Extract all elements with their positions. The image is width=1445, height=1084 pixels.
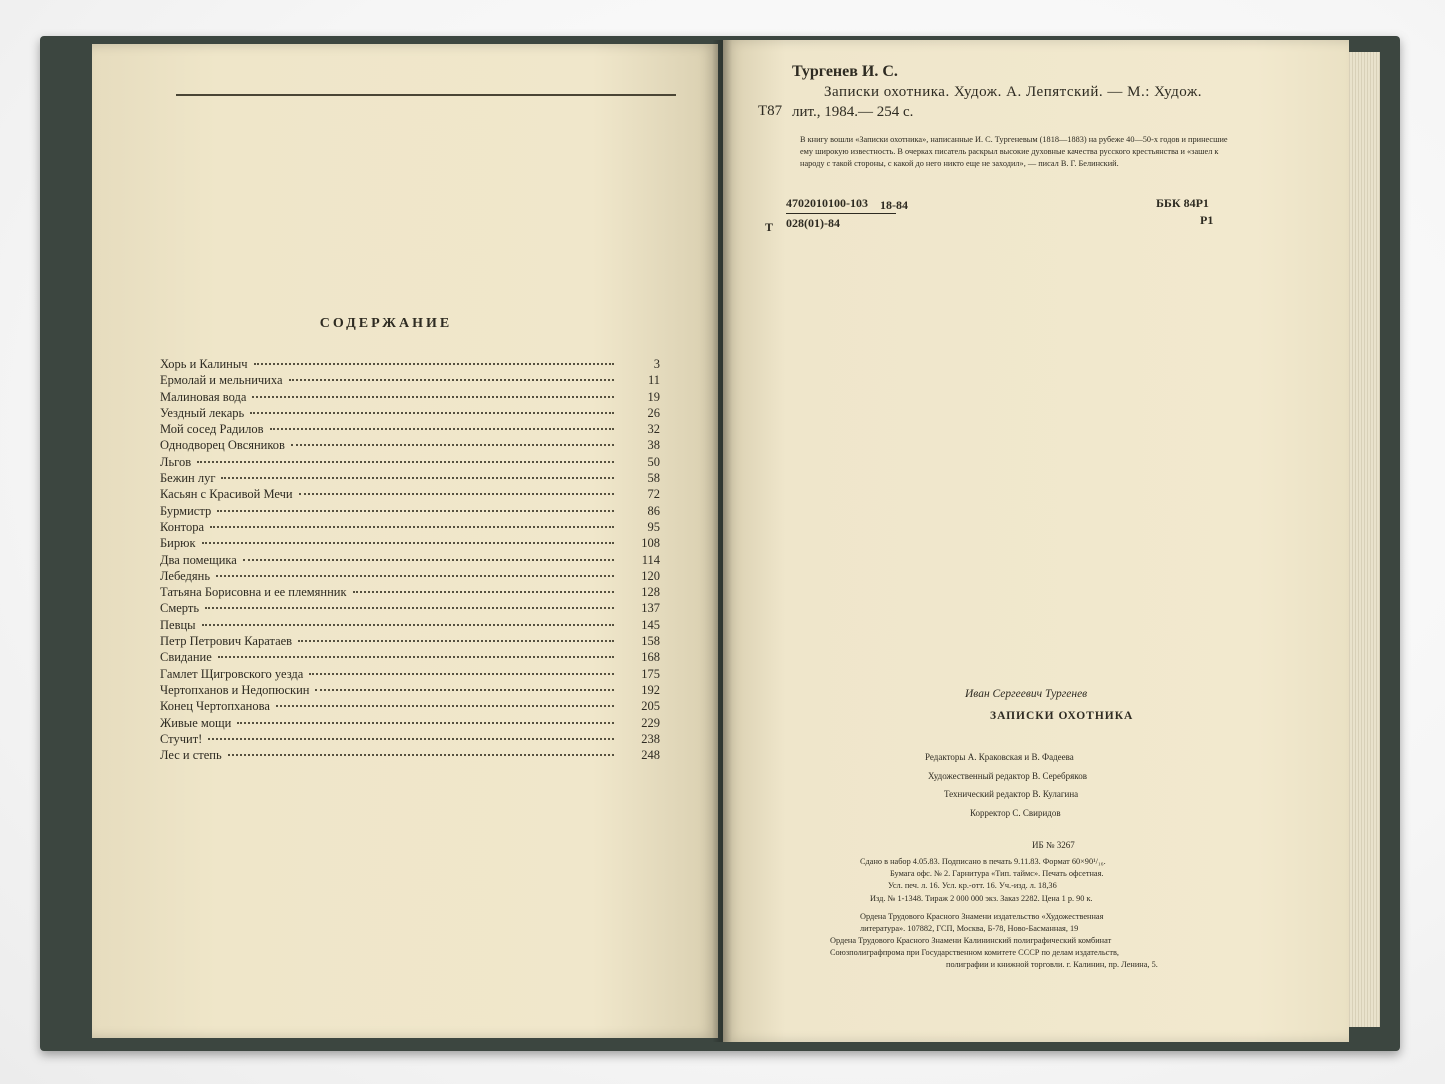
table-of-contents — [160, 357, 660, 764]
toc-entry-page: 58 — [647, 471, 660, 486]
toc-dot-leader — [309, 673, 614, 675]
toc-entry-title: Свидание — [160, 650, 212, 665]
toc-dot-leader — [353, 591, 614, 593]
imprint-tech-line: Сдано в набор 4.05.83. Подписано в печать 9.11.83. Формат 60×90¹/₁₆. — [860, 857, 1106, 866]
bbk-letter: Т — [765, 220, 774, 234]
imprint-tech-line: Бумага офс. № 2. Гарнитура «Тип. таймс». Печать офсетная. — [890, 869, 1104, 878]
toc-dot-leader — [299, 493, 614, 495]
toc-entry-page: 114 — [641, 552, 660, 567]
imprint-ib-number: ИБ № 3267 — [1032, 840, 1075, 850]
toc-entry-title: Татьяна Борисовна и ее племянник — [160, 585, 347, 600]
toc-entry-page: 38 — [647, 438, 660, 453]
toc-entry — [160, 520, 660, 536]
toc-entry-page: 108 — [641, 536, 660, 551]
toc-entry-page: 175 — [641, 666, 660, 681]
toc-entry-page: 3 — [653, 357, 660, 371]
toc-entry-title: Живые мощи — [160, 715, 232, 730]
toc-dot-leader — [205, 607, 614, 609]
book-gutter — [712, 40, 732, 1042]
toc-entry — [160, 716, 660, 732]
imprint-editors: Редакторы А. Краковская и В. Фадеева — [925, 752, 1074, 762]
toc-entry — [160, 699, 660, 715]
toc-entry-title: Певцы — [160, 617, 196, 632]
toc-entry-title: Контора — [160, 519, 205, 534]
imprint-tech-line: Усл. печ. л. 16. Усл. кр.-отт. 16. Уч.-изд. л. 18,36 — [888, 881, 1057, 890]
toc-entry-page: 137 — [641, 601, 660, 616]
catalog-title-line1: Записки охотника. Худож. А. Лепятский. — М.: Худож. — [824, 84, 1203, 100]
imprint-tech-editor: Технический редактор В. Кулагина — [944, 789, 1079, 799]
imprint-author: Иван Сергеевич Тургенев — [965, 688, 1088, 700]
bbk-denominator: 028(01)-84 — [786, 216, 840, 230]
toc-entry — [160, 732, 660, 748]
bbk-numerator: 4702010100-103 — [786, 196, 868, 210]
toc-entry — [160, 601, 660, 617]
toc-dot-leader — [216, 575, 614, 577]
toc-entry-title: Бежин луг — [160, 471, 216, 486]
toc-dot-leader — [210, 526, 614, 528]
imprint-printer-line: полиграфии и книжной торговли. г. Калинин, пр. Ленина, 5. — [946, 960, 1158, 969]
toc-entry-page: 120 — [641, 568, 660, 583]
bbk-code-secondary: Р1 — [1200, 213, 1214, 227]
catalog-title-line2: лит., 1984.— 254 с. — [792, 104, 914, 120]
header-rule — [176, 94, 676, 96]
toc-entry — [160, 536, 660, 552]
toc-entry — [160, 373, 660, 389]
toc-entry-page: 11 — [647, 373, 660, 388]
imprint-title: ЗАПИСКИ ОХОТНИКА — [990, 710, 1134, 722]
toc-entry-page: 168 — [641, 650, 660, 665]
toc-entry-page: 50 — [647, 454, 660, 469]
toc-entry-title: Чертопханов и Недопюскин — [160, 682, 310, 697]
toc-entry-title: Стучит! — [160, 731, 203, 746]
toc-entry — [160, 504, 660, 520]
toc-entry-page: 19 — [647, 389, 660, 404]
toc-entry-title: Два помещика — [160, 552, 237, 567]
toc-entry — [160, 618, 660, 634]
toc-dot-leader — [243, 559, 614, 561]
imprint-printer-line: Ордена Трудового Красного Знамени Калининский полиграфический комбинат — [830, 936, 1112, 945]
toc-dot-leader — [197, 461, 614, 463]
toc-entry-title: Хорь и Калиныч — [160, 357, 248, 371]
toc-entry — [160, 455, 660, 471]
toc-entry-title: Петр Петрович Каратаев — [160, 634, 293, 649]
catalog-author: Тургенев И. С. — [792, 63, 898, 80]
toc-dot-leader — [270, 428, 615, 430]
toc-entry — [160, 569, 660, 585]
toc-dot-leader — [250, 412, 614, 414]
toc-entry — [160, 634, 660, 650]
toc-entry-page: 26 — [647, 405, 660, 420]
bbk-fraction-line — [786, 213, 896, 214]
toc-dot-leader — [218, 656, 614, 658]
toc-entry-page: 95 — [647, 519, 660, 534]
toc-entry-page: 128 — [641, 585, 660, 600]
catalog-annotation: В книгу вошли «Записки охотника», написанные И. С. Тургеневым (1818—1883) на рубеже 40—50-х годов и принесшие ему широкую известность. В очерках писатель раскрыл высокие духовные качества русского крестьянства и «зашел к народу с такой стороны, с какой до него никто еще не заходил», — писал В. Г. Белинский. — [800, 135, 1228, 168]
toc-dot-leader — [291, 444, 614, 446]
imprint-printer-line: Союзполиграфпрома при Государственном комитете СССР по делам издательств, — [830, 948, 1119, 957]
toc-entry-page: 145 — [641, 617, 660, 632]
toc-entry — [160, 357, 660, 373]
toc-dot-leader — [254, 363, 614, 365]
toc-entry-title: Смерть — [160, 601, 200, 616]
toc-entry — [160, 422, 660, 438]
toc-entry-title: Гамлет Щигровского уезда — [160, 666, 304, 681]
toc-entry-title: Лебедянь — [160, 568, 211, 583]
toc-entry-page: 86 — [647, 503, 660, 518]
toc-entry — [160, 471, 660, 487]
toc-dot-leader — [276, 705, 614, 707]
toc-dot-leader — [202, 624, 614, 626]
toc-dot-leader — [202, 542, 614, 544]
toc-entry — [160, 585, 660, 601]
toc-dot-leader — [298, 640, 614, 642]
catalog-code: Т87 — [758, 103, 783, 119]
toc-entry-page: 238 — [641, 731, 660, 746]
toc-entry — [160, 438, 660, 454]
toc-entry-title: Касьян с Красивой Мечи — [160, 487, 293, 502]
toc-entry-title: Бурмистр — [160, 503, 212, 518]
toc-entry-title: Льгов — [160, 454, 192, 469]
toc-entry — [160, 667, 660, 683]
toc-entry-title: Мой сосед Радилов — [160, 422, 264, 437]
imprint-publisher-line: Ордена Трудового Красного Знамени издательство «Художественная — [860, 912, 1104, 921]
toc-dot-leader — [208, 738, 614, 740]
toc-entry — [160, 748, 660, 764]
toc-entry — [160, 406, 660, 422]
toc-entry — [160, 683, 660, 699]
toc-entry-page: 229 — [641, 715, 660, 730]
toc-dot-leader — [289, 379, 615, 381]
bbk-suffix: 18-84 — [880, 198, 908, 212]
toc-entry-title: Конец Чертопханова — [160, 699, 270, 714]
bbk-code: ББК 84Р1 — [1156, 196, 1209, 210]
toc-entry-title: Уездный лекарь — [160, 405, 245, 420]
toc-dot-leader — [221, 477, 614, 479]
toc-entry — [160, 390, 660, 406]
toc-dot-leader — [315, 689, 614, 691]
right-page — [723, 40, 1349, 1042]
imprint-tech-line: Изд. № 1-1348. Тираж 2 000 000 экз. Заказ 2282. Цена 1 р. 90 к. — [870, 894, 1093, 903]
toc-entry-title: Лес и степь — [160, 748, 222, 763]
toc-entry-page: 72 — [647, 487, 660, 502]
toc-dot-leader — [237, 722, 614, 724]
toc-entry-title: Однодворец Овсяников — [160, 438, 285, 453]
toc-entry-page: 32 — [647, 422, 660, 437]
imprint-art-editor: Художественный редактор В. Серебряков — [928, 771, 1087, 781]
toc-entry-page: 192 — [641, 682, 660, 697]
imprint-publisher-line: литература». 107882, ГСП, Москва, Б-78, Ново-Басманная, 19 — [860, 924, 1079, 933]
toc-entry — [160, 487, 660, 503]
toc-entry — [160, 553, 660, 569]
toc-dot-leader — [217, 510, 614, 512]
toc-entry-page: 205 — [641, 699, 660, 714]
toc-title: СОДЕРЖАНИЕ — [319, 316, 453, 331]
toc-dot-leader — [252, 396, 614, 398]
toc-entry — [160, 650, 660, 666]
toc-entry-page: 248 — [641, 748, 660, 763]
toc-entry-title: Ермолай и мельничиха — [160, 373, 283, 388]
toc-dot-leader — [228, 754, 614, 756]
toc-entry-page: 158 — [641, 634, 660, 649]
toc-entry-title: Малиновая вода — [160, 389, 247, 404]
toc-entry-title: Бирюк — [160, 536, 196, 551]
imprint-corrector: Корректор С. Свиридов — [970, 808, 1061, 818]
